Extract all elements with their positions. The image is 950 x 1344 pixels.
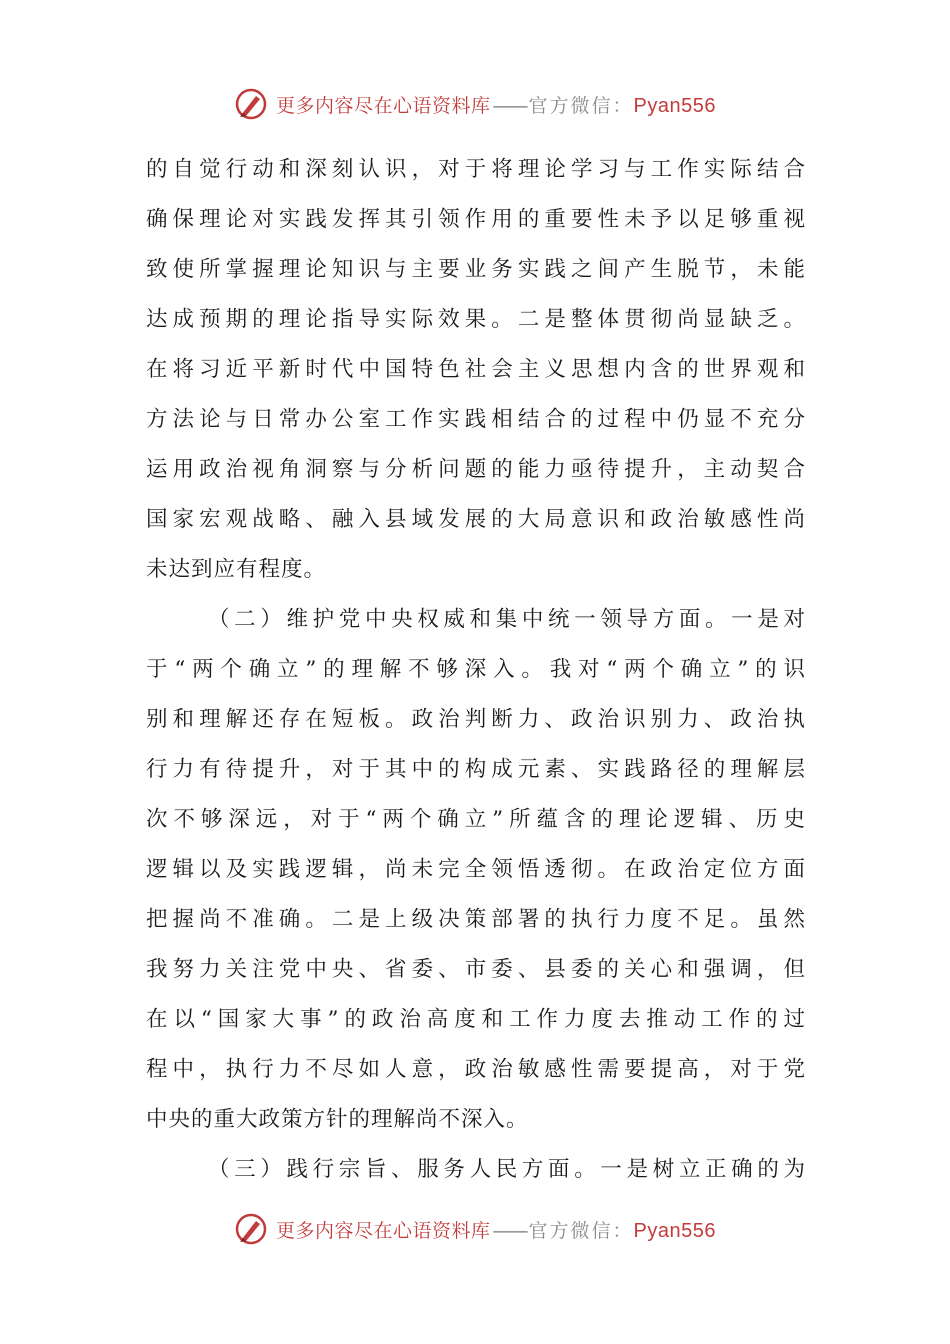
text-line: 次不够深远，对于“两个确立”所蕴含的理论逻辑、历史 [146, 807, 806, 832]
banner-title: 更多内容尽在心语资料库 [276, 94, 491, 117]
header-banner-text [276, 91, 716, 118]
banner-wechat-id: Pyan556 [633, 94, 716, 117]
text-line: 程中，执行力不尽如人意，政治敏感性需要提高，对于党 [146, 1057, 806, 1082]
text-line: 中央的重大政策方针的理解尚不深入。 [146, 1107, 529, 1132]
footer-banner [0, 1207, 950, 1251]
text-line: 在将习近平新时代中国特色社会主义思想内含的世界观和 [146, 357, 806, 382]
text-line: 致使所掌握理论知识与主要业务实践之间产生脱节，未能 [146, 257, 806, 282]
banner-wechat-label: 官方微信： [528, 94, 634, 117]
text-line: 别和理解还存在短板。政治判断力、政治识别力、政治执 [146, 707, 806, 732]
banner-separator: —— [492, 94, 527, 117]
banner-separator: —— [492, 1219, 527, 1242]
text-line: 国家宏观战略、融入县域发展的大局意识和政治敏感性尚 [146, 507, 806, 532]
text-line: 确保理论对实践发挥其引领作用的重要性未予以足够重视 [146, 207, 806, 232]
footer-banner-text [276, 1216, 716, 1243]
document-body [146, 145, 806, 1195]
banner-title: 更多内容尽在心语资料库 [276, 1219, 491, 1242]
text-line: 我努力关注党中央、省委、市委、县委的关心和强调，但 [146, 957, 806, 982]
text-line: 运用政治视角洞察与分析问题的能力亟待提升，主动契合 [146, 457, 806, 482]
text-line: 在以“国家大事”的政治高度和工作力度去推动工作的过 [146, 1007, 806, 1032]
section-heading-line: （三）践行宗旨、服务人民方面。一是树立正确的为 [208, 1157, 806, 1182]
text-line: 达成预期的理论指导实际效果。二是整体贯彻尚显缺乏。 [146, 307, 806, 332]
banner-wechat-label: 官方微信： [528, 1219, 634, 1242]
section-heading-line: （二）维护党中央权威和集中统一领导方面。一是对 [208, 607, 806, 632]
text-line: 方法论与日常办公室工作实践相结合的过程中仍显不充分 [146, 407, 806, 432]
text-line: 于“两个确立”的理解不够深入。我对“两个确立”的识 [146, 657, 806, 682]
text-line: 把握尚不准确。二是上级决策部署的执行力度不足。虽然 [146, 907, 806, 932]
text-line: 未达到应有程度。 [146, 557, 327, 582]
text-line: 行力有待提升，对于其中的构成元素、实践路径的理解层 [146, 757, 806, 782]
text-line: 的自觉行动和深刻认识，对于将理论学习与工作实际结合 [146, 157, 806, 182]
header-banner [0, 82, 950, 126]
text-line: 逻辑以及实践逻辑，尚未完全领悟透彻。在政治定位方面 [146, 857, 806, 882]
pen-logo-icon [234, 1212, 268, 1246]
banner-wechat-id: Pyan556 [633, 1219, 716, 1242]
pen-logo-icon [234, 87, 268, 121]
